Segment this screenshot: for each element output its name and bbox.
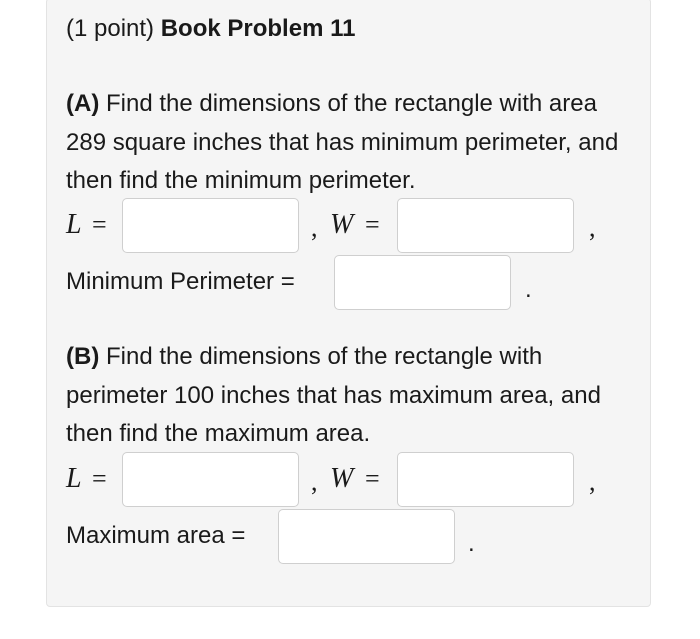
part-b-question xyxy=(66,338,641,454)
part-a-result-row xyxy=(0,255,700,311)
points-label: (1 point) xyxy=(66,15,155,42)
part-b-length-input[interactable] xyxy=(122,452,299,507)
part-b-separator: , xyxy=(311,467,318,496)
part-a-width-input[interactable] xyxy=(397,198,574,253)
part-a-text: Find the dimensions of the rectangle with area 289 square inches that has minimum perimeter, and then find the minimum perimeter. xyxy=(66,90,619,194)
minimum-perimeter-input[interactable] xyxy=(334,255,511,310)
part-a-label: (A) xyxy=(66,90,100,117)
part-a-result-period: . xyxy=(525,276,532,303)
part-a-width-var: W xyxy=(330,209,354,240)
maximum-area-label: Maximum area = xyxy=(66,522,246,549)
part-b-length-var: L xyxy=(66,463,82,494)
part-a-dimensions-row xyxy=(0,198,700,254)
part-b-length-equals: = xyxy=(92,464,107,493)
part-b-result-row xyxy=(0,509,700,565)
part-a-length-var: L xyxy=(66,209,82,240)
part-a-question xyxy=(66,85,641,201)
part-b-trailing-comma: , xyxy=(589,467,596,496)
part-b-dimensions-row xyxy=(0,452,700,508)
part-b-result-period: . xyxy=(468,530,475,557)
part-b-width-equals: = xyxy=(365,464,380,493)
part-b-width-input[interactable] xyxy=(397,452,574,507)
part-b-label: (B) xyxy=(66,343,100,370)
part-a-length-input[interactable] xyxy=(122,198,299,253)
part-b-width-var: W xyxy=(330,463,354,494)
problem-title xyxy=(66,15,355,43)
part-a-width-equals: = xyxy=(365,210,380,239)
part-a-trailing-comma: , xyxy=(589,213,596,242)
part-a-separator: , xyxy=(311,213,318,242)
problem-name: Book Problem 11 xyxy=(160,15,356,42)
minimum-perimeter-label: Minimum Perimeter = xyxy=(66,268,295,295)
maximum-area-input[interactable] xyxy=(278,509,455,564)
part-a-length-equals: = xyxy=(92,210,107,239)
part-b-text: Find the dimensions of the rectangle with perimeter 100 inches that has maximum area, and then find the maximum area. xyxy=(66,343,601,447)
